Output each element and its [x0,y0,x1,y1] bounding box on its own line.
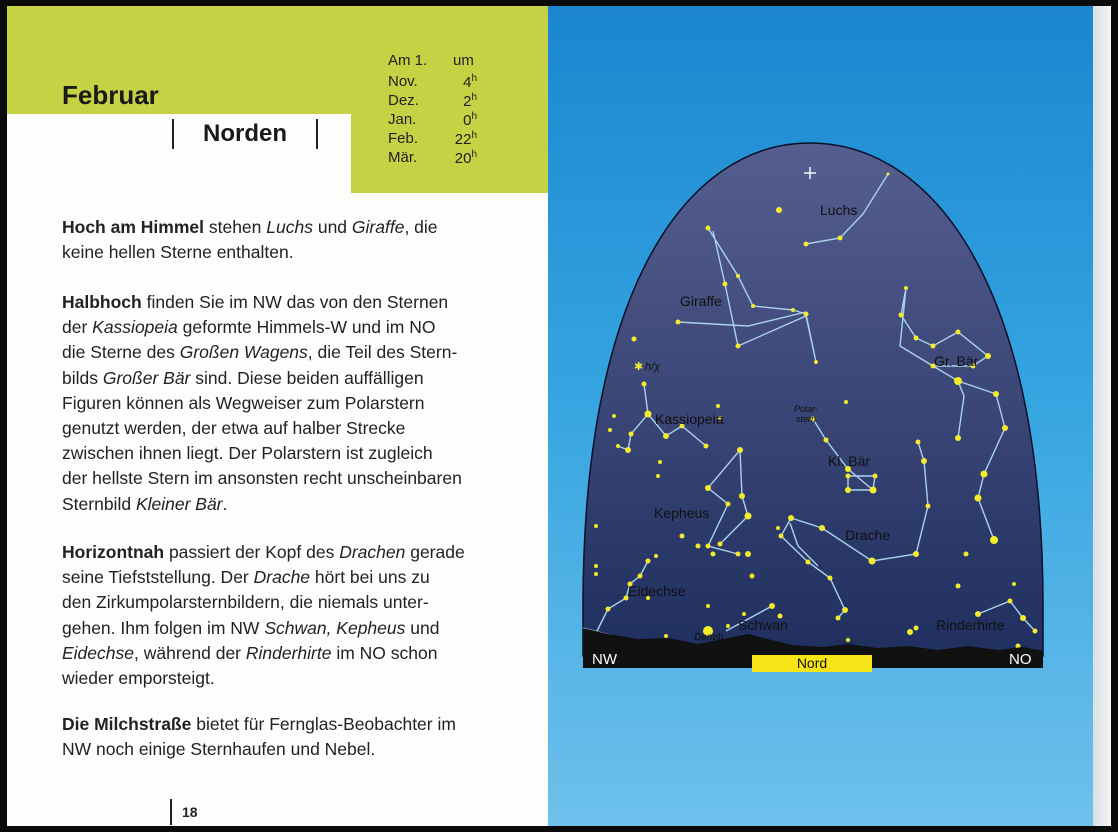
direction-heading [172,119,318,149]
star [985,353,991,359]
text-line: seine Tiefststellung. Der Drache hört bei uns zu [62,567,430,588]
text-line: bilds Großer Bär sind. Diese beiden auffälligen [62,367,424,388]
star [625,447,631,453]
star [745,513,752,520]
label-polarstern: Polar-stern [794,404,818,424]
label-rinderhirte: Rinderhirte [936,617,1005,633]
star [846,474,851,479]
star [1002,425,1008,431]
time-table-month: Dez. [388,92,419,109]
time-table-hour: 22$^h$ [454,130,477,148]
text-line: keine hellen Sterne enthalten. [62,242,294,263]
star [1020,615,1026,621]
star [608,428,612,432]
star [706,226,711,231]
star [846,638,850,642]
star [870,487,877,494]
star-cluster-icon: ✱ [634,360,644,373]
star [656,474,660,478]
star [955,435,961,441]
star [873,474,878,479]
star [750,574,755,579]
star [658,460,662,464]
star [736,552,741,557]
text-line: Die Milchstraße bietet für Fernglas-Beobachter im [62,714,456,734]
star [791,308,795,312]
text-line: zwischen ihnen liegt. Der Polarstern ist zugleich [62,443,433,464]
star [956,330,961,335]
label-drache: Drache [845,527,891,543]
label-schwan: Schwan [738,617,788,633]
star [705,485,711,491]
star [664,634,668,638]
text-line: der Kassiopeia geformte Himmels-W und im NO [62,317,436,338]
star [696,544,701,549]
star [711,552,716,557]
star [776,207,782,213]
star [654,554,658,558]
paragraph-heading: Die Milchstraße [62,714,192,734]
horizon-label-no: NO [1009,651,1032,668]
star [913,551,919,557]
paragraph-heading: Horizontnah [62,542,165,562]
star [645,411,652,418]
star [638,574,643,579]
label-gr-baer: Gr. Bär [934,353,979,369]
star [904,286,908,290]
time-table-hour: 0$^h$ [463,111,477,129]
star [779,534,784,539]
time-table-month: Feb. [388,130,419,147]
star [594,572,598,576]
time-table-hour: 2$^h$ [463,92,477,110]
star [680,534,685,539]
label-kassiopeia: Kassiopeia [655,411,724,427]
star [1033,629,1038,634]
text-line: der hellste Stern im ansonsten recht unscheinbaren [62,468,462,489]
star [706,604,710,608]
page-title: Februar [62,80,159,110]
book-spine [1093,6,1111,826]
header-band-extension [351,111,548,193]
star [663,433,669,439]
paragraph [62,712,527,762]
star [642,382,647,387]
star [887,173,890,176]
time-table-hour: 4$^h$ [463,73,477,91]
star [869,558,876,565]
star [975,495,982,502]
star [916,440,921,445]
text-line: gehen. Ihm folgen im NW Schwan, Kepheus und [62,617,440,638]
star [704,444,709,449]
star [819,525,825,531]
text-line: Figuren können als Wegweiser zum Polarstern [62,392,425,413]
star [742,612,746,616]
star [914,336,919,341]
time-table-hour: 20$^h$ [454,149,477,167]
star [914,626,919,631]
star [899,313,904,318]
text-line: wieder emporsteigt. [62,668,215,689]
sky-dome [583,143,1043,656]
star [907,629,913,635]
time-table-header-date: Am 1. [388,52,428,69]
star [788,515,794,521]
star [736,274,740,278]
paragraph [62,540,527,691]
page-number: 18 [170,799,198,825]
star-map [548,6,1093,826]
horizon-label-nw: NW [592,651,617,668]
text-line: Hoch am Himmel stehen Luchs und Giraffe, die [62,217,438,237]
star [612,414,616,418]
paragraph-heading: Halbhoch [62,292,142,312]
star [646,559,651,564]
direction-label: Norden [203,120,287,147]
text-line: Sternbild Kleiner Bär. [62,493,228,514]
label-deneb: Deneb [694,632,724,643]
star [1012,582,1016,586]
star [926,504,931,509]
time-table-month: Nov. [388,73,418,90]
star [1008,599,1013,604]
star [716,404,720,408]
star [990,536,998,544]
star [769,603,775,609]
star [845,487,851,493]
text-line: genutzt werden, der etwa auf halber Strecke [62,418,406,439]
right-page [548,6,1093,826]
star [836,616,841,621]
star [726,502,731,507]
paragraph [62,215,527,265]
text-line: die Sterne des Großen Wagens, die Teil des Stern- [62,342,458,363]
paragraph [62,290,527,517]
star [706,544,711,549]
star [594,564,598,568]
star [814,360,818,364]
star [804,242,809,247]
text-line: Horizontnah passiert der Kopf des Drachen gerade [62,542,465,562]
time-table-header-time: um [453,52,474,69]
time-table-month: Mär. [388,149,418,166]
star [776,526,780,530]
star [931,344,936,349]
paragraph-heading: Hoch am Himmel [62,217,204,237]
label-giraffe: Giraffe [680,293,722,309]
star [726,624,730,628]
star [844,400,848,404]
text-line: Halbhoch finden Sie im NW das von den Sternen [62,292,449,312]
star [828,576,833,581]
label-eidechse: Eidechse [628,583,686,599]
star [737,447,743,453]
text-line: NW noch einige Sternhaufen und Nebel. [62,739,376,760]
star [632,337,637,342]
star [806,560,811,565]
star [804,312,809,317]
text-line: Eidechse, während der Rinderhirte im NO schon [62,642,438,663]
star [739,493,745,499]
star [921,458,927,464]
star [723,282,728,287]
label-luchs: Luchs [820,202,858,218]
left-page [7,6,548,826]
star [629,432,634,437]
star [993,391,999,397]
star [981,471,988,478]
star [616,444,620,448]
star [745,551,751,557]
star [824,438,829,443]
star [736,344,741,349]
label-kl-baer: Kl. Bär [828,453,871,469]
north-label: Nord [796,655,828,671]
label-kepheus: Kepheus [654,505,710,521]
star [751,304,755,308]
time-table-month: Jan. [388,111,417,128]
star [838,236,843,241]
star [956,584,961,589]
star [594,524,598,528]
star [676,320,681,325]
star [718,542,723,547]
label-h-chi: h/χ [645,361,661,373]
star [954,377,962,385]
star [842,607,848,613]
text-line: den Zirkumpolarsternbildern, die niemals unter- [62,592,429,613]
star [964,552,969,557]
star [606,607,611,612]
